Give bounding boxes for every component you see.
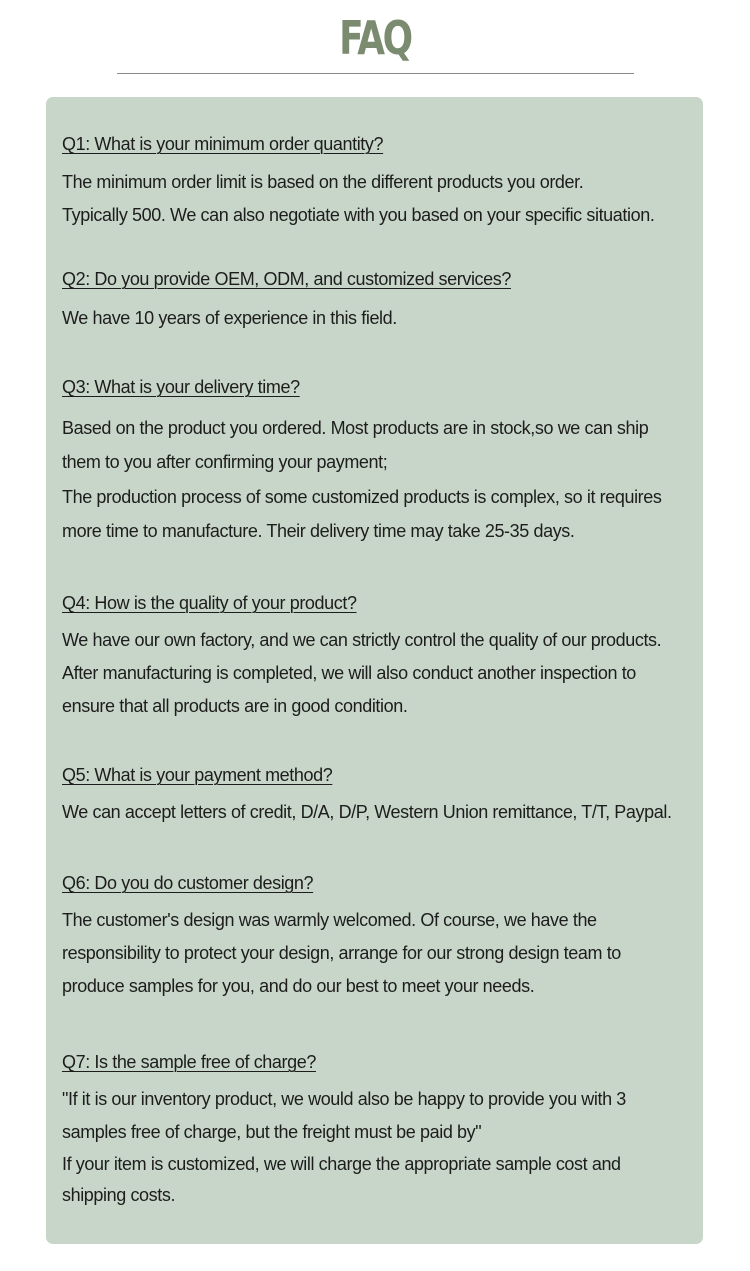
faq-item-5	[62, 764, 702, 829]
faq-answer-1	[62, 166, 702, 232]
faq-item-3	[62, 376, 702, 548]
faq-answer-line: We can accept letters of credit, D/A, D/P, Western Union remittance, T/T, Paypal.	[62, 802, 672, 822]
faq-item-1	[62, 133, 702, 232]
faq-item-2	[62, 268, 702, 335]
faq-question-3: Q3: What is your delivery time?	[62, 377, 300, 397]
faq-question-4: Q4: How is the quality of your product?	[62, 593, 357, 613]
faq-answer-line: After manufacturing is completed, we will also conduct another inspection to	[62, 663, 636, 683]
faq-answer-line: Based on the product you ordered. Most products are in stock,so we can ship	[62, 418, 649, 438]
faq-answer-line: shipping costs.	[62, 1185, 176, 1205]
faq-answer-line: ensure that all products are in good condition.	[62, 696, 408, 716]
faq-item-6	[62, 872, 702, 1003]
faq-answer-line: The customer's design was warmly welcomed. Of course, we have the	[62, 910, 597, 930]
faq-question-2: Q2: Do you provide OEM, ODM, and customized services?	[62, 269, 511, 289]
faq-item-4	[62, 592, 702, 723]
faq-answer-line: Typically 500. We can also negotiate with you based on your specific situation.	[62, 205, 655, 225]
faq-question-6: Q6: Do you do customer design?	[62, 873, 314, 893]
faq-answer-2	[62, 302, 702, 335]
faq-answer-line: We have our own factory, and we can strictly control the quality of our products.	[62, 630, 662, 650]
faq-answer-line: more time to manufacture. Their delivery time may take 25-35 days.	[62, 521, 575, 541]
faq-answer-3	[62, 411, 702, 548]
faq-item-7	[62, 1051, 702, 1210]
title-divider	[117, 73, 634, 74]
faq-answer-line: The production process of some customized products is complex, so it requires	[62, 487, 662, 507]
page-title: FAQ	[339, 11, 411, 65]
faq-answer-line: responsibility to protect your design, arrange for our strong design team to	[62, 943, 621, 963]
faq-answer-6	[62, 904, 702, 1003]
faq-question-7: Q7: Is the sample free of charge?	[62, 1052, 316, 1072]
faq-question-1: Q1: What is your minimum order quantity?	[62, 134, 384, 154]
faq-answer-line: "If it is our inventory product, we would also be happy to provide you with 3	[62, 1089, 626, 1109]
faq-answer-line: them to you after confirming your payment;	[62, 452, 388, 472]
faq-answer-line: produce samples for you, and do our best to meet your needs.	[62, 976, 535, 996]
faq-answer-line: The minimum order limit is based on the different products you order.	[62, 172, 584, 192]
faq-answer-4	[62, 624, 702, 723]
faq-answer-line: samples free of charge, but the freight must be paid by"	[62, 1122, 482, 1142]
faq-answer-7	[62, 1083, 702, 1210]
faq-answer-5	[62, 796, 702, 829]
faq-answer-line: If your item is customized, we will charge the appropriate sample cost and	[62, 1154, 621, 1174]
faq-question-5: Q5: What is your payment method?	[62, 765, 333, 785]
faq-answer-line: We have 10 years of experience in this field.	[62, 308, 397, 328]
